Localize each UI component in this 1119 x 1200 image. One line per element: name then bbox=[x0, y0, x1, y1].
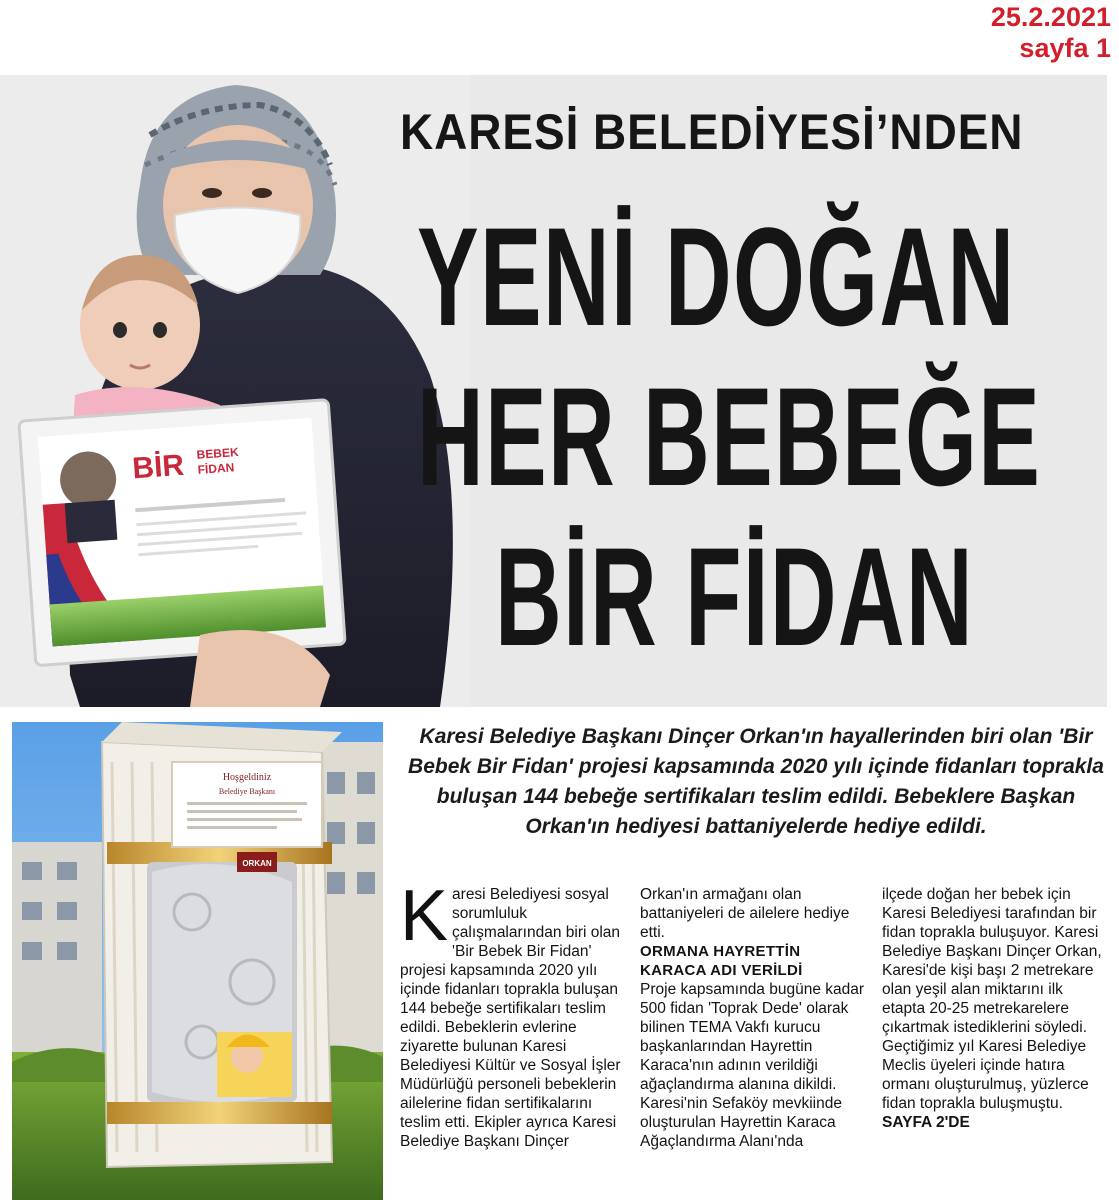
continued-reference[interactable]: SAYFA 2'DE bbox=[882, 1114, 970, 1131]
card-title: Hoşgeldiniz bbox=[222, 772, 272, 783]
svg-text:ORKAN: ORKAN bbox=[242, 859, 272, 868]
column-2-text-a: Orkan'ın armağanı olan battaniyeleri de ailelere hediye etti. bbox=[640, 886, 850, 941]
date-page-block bbox=[991, 2, 1111, 64]
drop-cap: K bbox=[400, 885, 449, 956]
headline-line-3: BİR FİDAN bbox=[495, 518, 974, 675]
article-column-3 bbox=[882, 885, 1108, 1200]
issue-date: 25.2.2021 bbox=[990, 2, 1111, 32]
headline-line-2: HER BEBEĞE bbox=[417, 358, 1042, 515]
svg-text:Belediye Başkanı: Belediye Başkanı bbox=[218, 787, 276, 796]
headline-kicker: KARESİ BELEDİYESİ’NDEN bbox=[400, 104, 1024, 160]
svg-text:FİDAN: FİDAN bbox=[197, 460, 235, 477]
article-body bbox=[400, 885, 1112, 1200]
article-column-1 bbox=[400, 885, 626, 1200]
article-subhead: ORMANA HAYRETTİN KARACA ADI VERİLDİ bbox=[640, 943, 803, 979]
certificate-logo: BİR bbox=[131, 448, 186, 486]
mother-baby-certificate-photo bbox=[0, 75, 470, 707]
column-2-text-b: Proje kapsamında bugüne kadar 500 fidan 'Toprak Dede' olarak bilinen TEMA Vakfı kurucu başkanlarından Hayrettin Karaca'nın adının verildiği ağaçlandırma alanına dikildi. Karesi'nin Sefaköy mevkiinde oluşturulan Hayrettin Karaca Ağaçlandırma Alanı'nda bbox=[640, 981, 865, 1150]
headline-line-1: YENİ DOĞAN bbox=[417, 198, 1016, 355]
column-1-text: aresi Belediyesi sosyal sorumluluk çalışmalarından biri olan 'Bir Bebek Bir Fidan' projesi kapsamında 2020 yılı içinde fidanları toprakla buluşan 144 bebeğe sertifikaları teslim edildi. Bebeklerin evlerine ziyarette bulunan Karesi Belediyesi Kültür ve Sosyal İşler Müdürlüğü personeli bebeklerin ailelerine fidan sertifikalarını teslim etti. Ekipler ayrıca Karesi Belediye Başkanı Dinçer bbox=[400, 886, 621, 1150]
gift-box-photo bbox=[12, 722, 383, 1200]
svg-text:BEBEK: BEBEK bbox=[196, 444, 240, 462]
article-column-2 bbox=[640, 885, 866, 1200]
hero-section bbox=[0, 75, 1107, 707]
article-lead: Karesi Belediye Başkanı Dinçer Orkan'ın hayallerinden biri olan 'Bir Bebek Bir Fidan' projesi kapsamında 2020 yılı içinde fidanları toprakla buluşan 144 bebeğe sertifikaları teslim edildi. Bebeklere Başkan Orkan'ın hediyesi battaniyelerde hediye edildi. bbox=[408, 725, 1104, 838]
page-number: sayfa 1 bbox=[1019, 33, 1111, 63]
column-3-text: ilçede doğan her bebek için Karesi Belediyesi tarafından bir fidan toprakla buluşuyor. Karesi Belediye Başkanı Dinçer Orkan, Karesi'de kişi başı 2 metrekare olan yeşil alan miktarını ilk etapta 20-25 metrekarelere çıkartmak istediklerini söyledi. Geçtiğimiz yıl Karesi Belediye Meclis üyeleri içinde hatıra ormanı oluşturulmuş, yüzlerce fidan toprakla buluşmuştu. bbox=[882, 886, 1102, 1112]
